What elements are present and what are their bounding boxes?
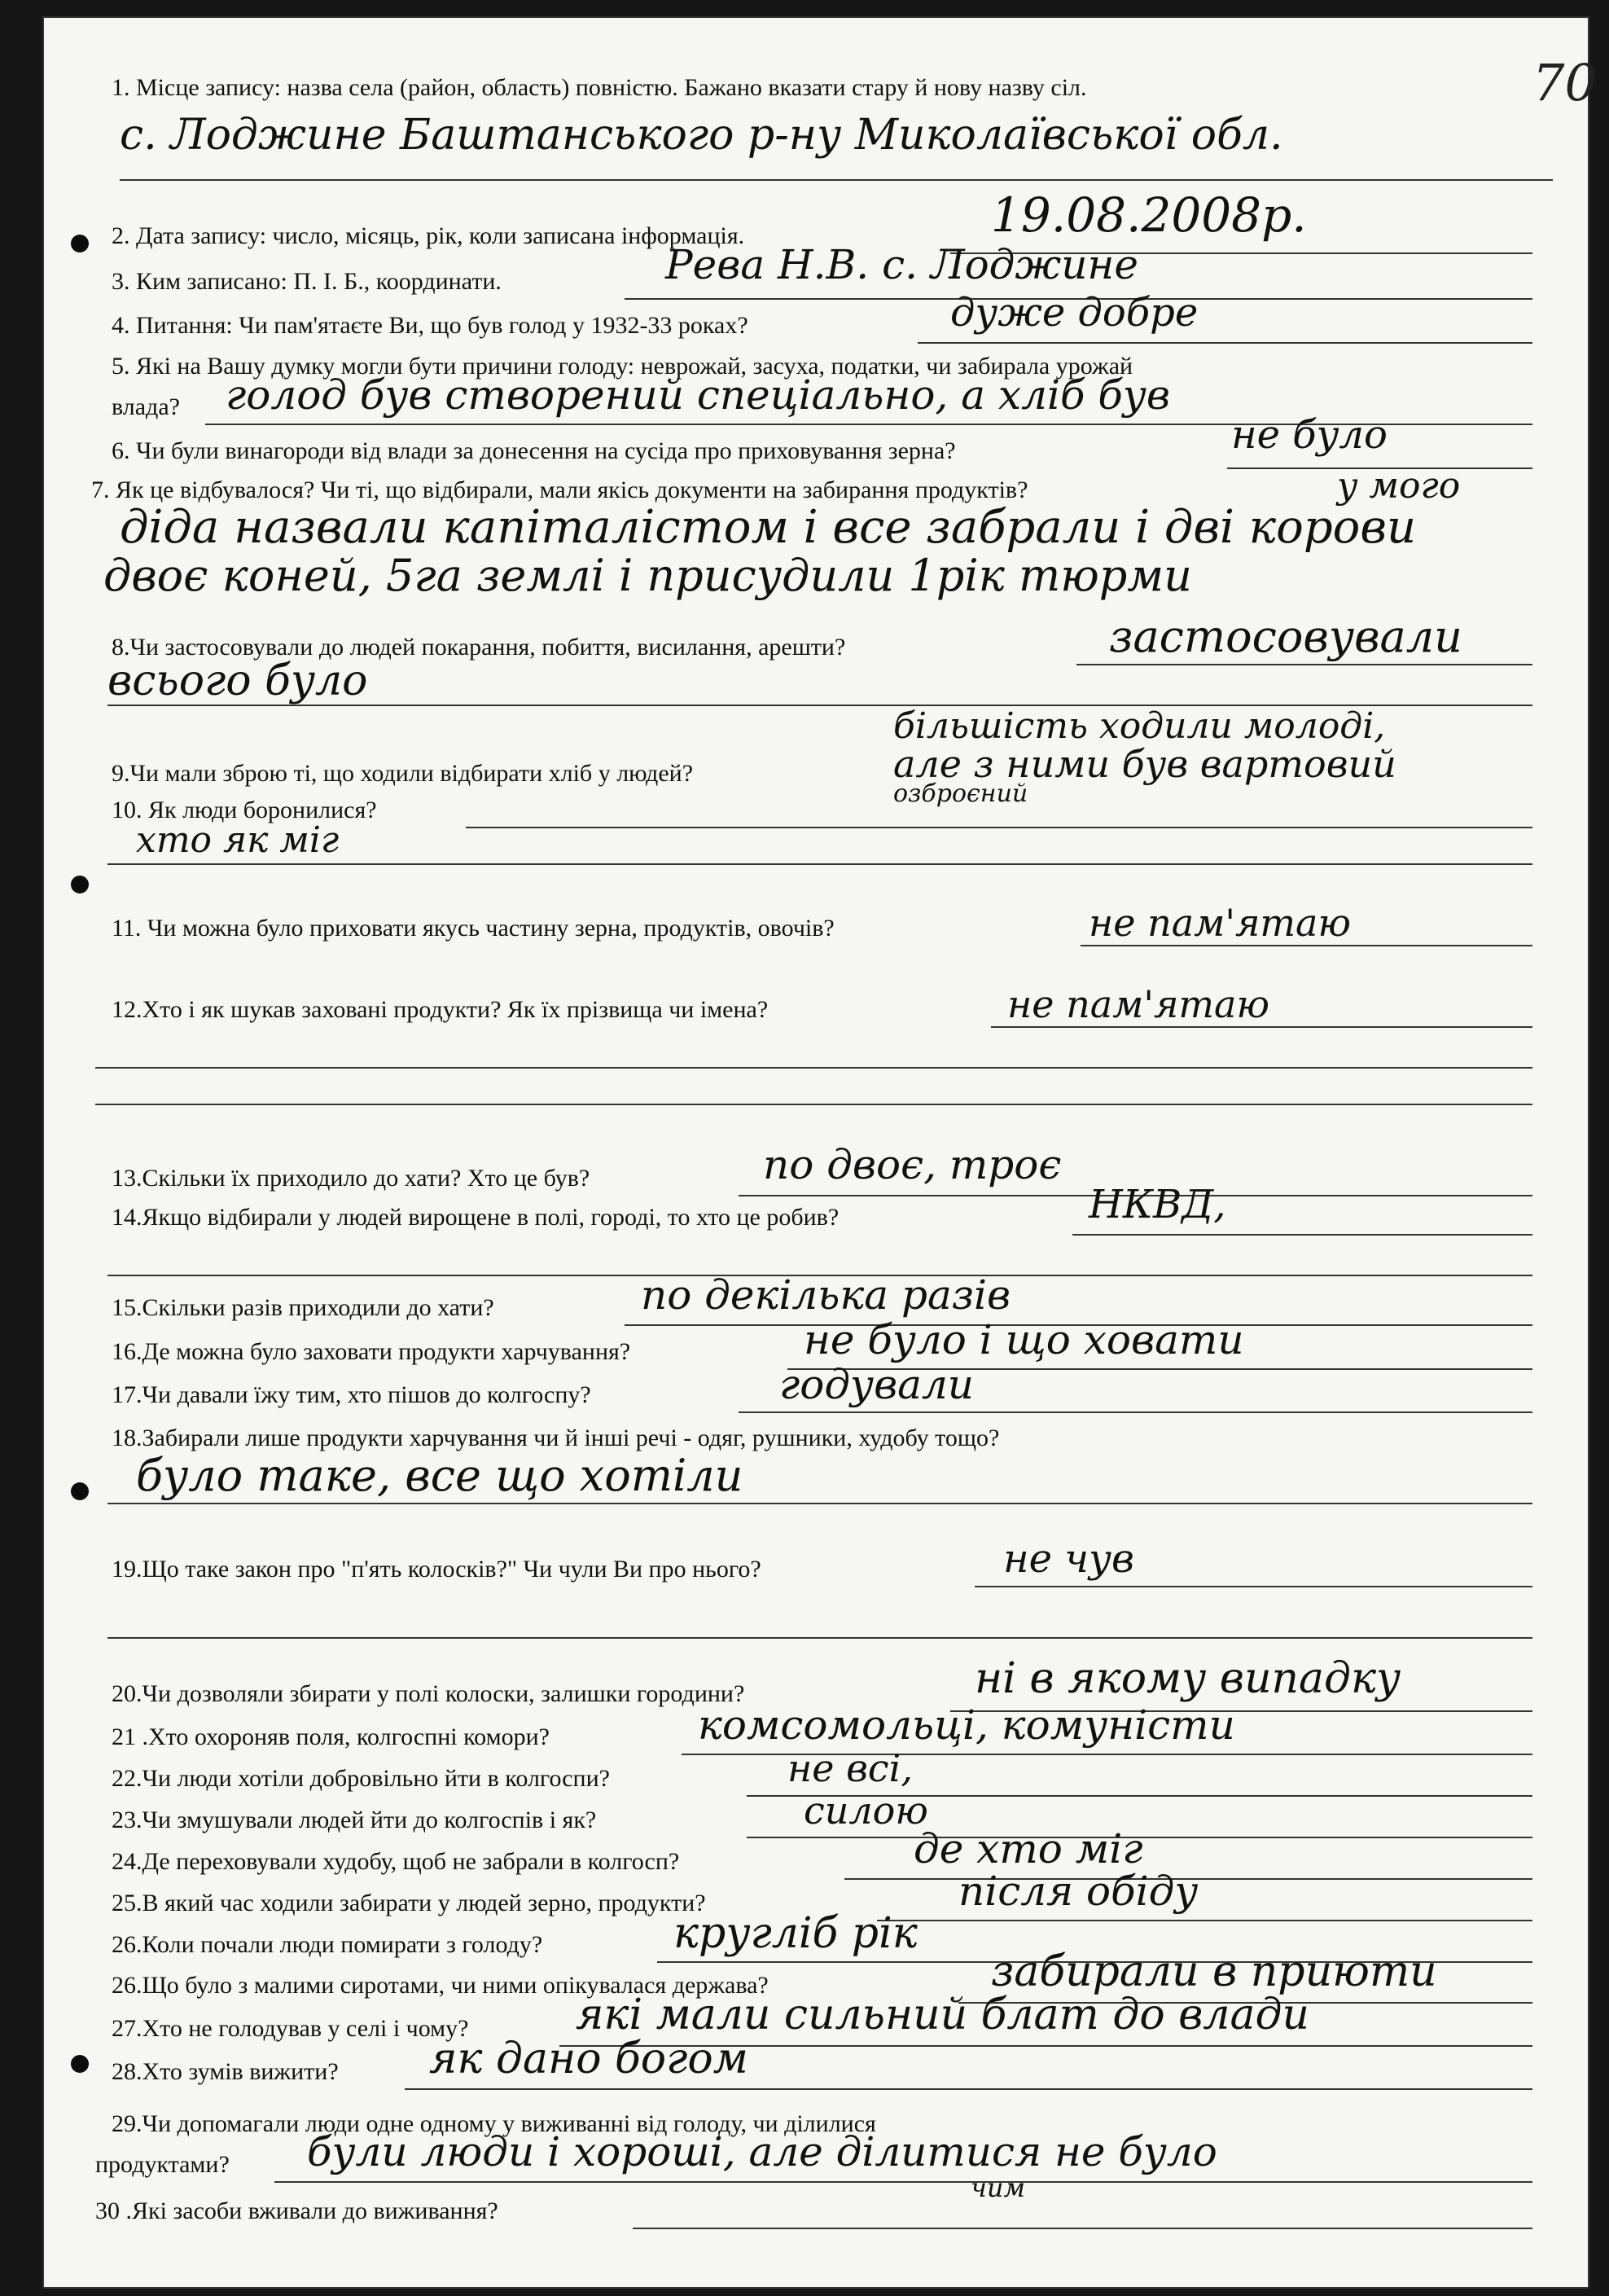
question-4: 4. Питання: Чи пам'ятаєте Ви, що був голод у 1932-33 роках? — [112, 312, 748, 339]
answer-7-line-1: у мого — [1337, 465, 1461, 507]
answer-line — [1081, 945, 1532, 946]
question-21: 21 .Хто охороняв поля, колгоспні комори? — [112, 1723, 550, 1750]
question-11: 11. Чи можна було приховати якусь частину зерна, продуктів, овочів? — [112, 915, 835, 942]
answer-6: не було — [1231, 412, 1388, 458]
answer-7-line-2: діда назвали капіталістом і все забрали і дві корови — [120, 501, 1417, 554]
question-26: 26.Коли почали люди помирати з голоду? — [112, 1931, 543, 1958]
answer-line — [95, 1104, 1532, 1105]
question-9: 9.Чи мали зброю ті, що ходили відбирати хліб у людей? — [112, 760, 694, 787]
answer-1: с. Лоджине Баштанського р-ну Миколаївської обл. — [120, 111, 1283, 160]
answer-16: не було і що ховати — [804, 1316, 1244, 1363]
answer-line — [107, 1637, 1532, 1639]
answer-2: 19.08.2008р. — [991, 187, 1307, 243]
question-20: 20.Чи дозволяли збирати у полі колоски, залишки городини? — [112, 1680, 745, 1707]
answer-14: НКВД, — [1089, 1182, 1226, 1227]
answer-line — [975, 1586, 1532, 1587]
question-15: 15.Скільки разів приходили до хати? — [112, 1294, 494, 1321]
question-24: 24.Де переховували худобу, щоб не забрали в колгосп? — [112, 1848, 680, 1875]
question-10: 10. Як люди боронилися? — [112, 797, 377, 823]
answer-9-line-3: озброєний — [893, 779, 1028, 808]
answer-3: Рева Н.В. с. Лоджине — [665, 241, 1138, 288]
answer-line — [107, 1503, 1532, 1504]
answer-line — [95, 1067, 1532, 1069]
answer-18: було таке, все що хотіли — [136, 1450, 743, 1501]
punch-hole — [71, 235, 89, 252]
punch-hole — [71, 1482, 89, 1500]
answer-13: по двоє, троє — [763, 1141, 1062, 1188]
answer-26b: забирали в приюти — [991, 1947, 1437, 1996]
question-22: 22.Чи люди хотіли добровільно йти в колгоспи? — [112, 1765, 610, 1792]
question-5-cont: влада? — [112, 393, 180, 420]
question-8: 8.Чи застосовували до людей покарання, побиття, висилання, арешти? — [112, 634, 846, 661]
answer-8-line-1: застосовували — [1109, 611, 1462, 662]
question-16: 16.Де можна було заховати продукти харчування? — [112, 1338, 631, 1365]
answer-21: комсомольці, комуністи — [698, 1701, 1235, 1749]
question-18: 18.Забирали лише продукти харчування чи й інші речі - одяг, рушники, худобу тощо? — [112, 1425, 1000, 1451]
answer-12: не пам'ятаю — [1007, 982, 1269, 1026]
answer-line — [274, 2181, 1532, 2183]
question-23: 23.Чи змушували людей йти до колгоспів і як? — [112, 1807, 597, 1833]
question-3: 3. Ким записано: П. І. Б., координати. — [112, 268, 502, 295]
answer-line — [991, 1026, 1532, 1028]
question-29-cont: продуктами? — [95, 2151, 230, 2178]
answer-28: як дано богом — [429, 2035, 748, 2083]
page-number: 70 — [1532, 53, 1597, 112]
answer-line — [633, 2228, 1532, 2229]
question-30: 30 .Які засоби вживали до виживання? — [95, 2197, 498, 2224]
answer-9-line-2: але з ними був вартовий — [893, 742, 1396, 786]
question-2: 2. Дата запису: число, місяць, рік, коли записана інформація. — [112, 222, 745, 249]
answer-line — [1076, 664, 1532, 665]
answer-20: ні в якому випадку — [975, 1654, 1401, 1703]
answer-9-line-1: більшість ходили молоді, — [893, 705, 1386, 747]
answer-17: годували — [779, 1361, 975, 1408]
question-26b: 26.Що було з малими сиротами, чи ними опікувалася держава? — [112, 1972, 769, 1999]
answer-line — [120, 179, 1553, 181]
answer-4: дуже добре — [950, 290, 1199, 336]
answer-7-line-3: двоє коней, 5га землі і присудили 1рік тюрми — [103, 550, 1192, 601]
answer-29-cont: чим — [971, 2172, 1026, 2203]
answer-line — [1072, 1234, 1532, 1236]
answer-line — [405, 2088, 1532, 2090]
answer-10: хто як міг — [136, 819, 340, 861]
answer-line — [466, 827, 1532, 828]
answer-22: не всі, — [787, 1746, 914, 1790]
answer-23: силою — [804, 1789, 928, 1833]
answer-line — [877, 1920, 1532, 1921]
questionnaire-sheet — [42, 16, 1597, 2289]
answer-line — [739, 1411, 1532, 1413]
question-29: 29.Чи допомагали люди одне одному у виживанні від голоду, чи ділилися — [112, 2110, 876, 2137]
question-19: 19.Що таке закон про "п'ять колосків?" Чи чули Ви про нього? — [112, 1556, 761, 1583]
question-25: 25.В який час ходили забирати у людей зерно, продукти? — [112, 1890, 706, 1916]
answer-15: по декілька разів — [641, 1271, 1011, 1319]
answer-27: які мали сильний блат до влади — [576, 1991, 1309, 2039]
answer-25: після обіду — [958, 1868, 1199, 1915]
punch-hole — [71, 876, 89, 893]
question-1: 1. Місце запису: назва села (район, область) повністю. Бажано вказати стару й нову назву сіл. — [112, 74, 1087, 101]
question-5: 5. Які на Вашу думку могли бути причини голоду: неврожай, засуха, податки, чи забирала урожай — [112, 353, 1133, 380]
answer-line — [918, 342, 1532, 344]
question-12: 12.Хто і як шукав заховані продукти? Як їх прізвища чи імена? — [112, 996, 769, 1023]
punch-hole — [71, 2055, 89, 2073]
question-7: 7. Як це відбувалося? Чи ті, що відбирали, мали якісь документи на забирання продуктів? — [91, 476, 1028, 503]
answer-line — [107, 863, 1532, 865]
answer-11: не пам'ятаю — [1089, 901, 1351, 945]
answer-26: кругліб рік — [673, 1909, 918, 1958]
question-27: 27.Хто не голодував у селі і чому? — [112, 2015, 469, 2042]
answer-29: були люди і хороші, але ділитися не було — [307, 2128, 1217, 2175]
question-13: 13.Скільки їх приходило до хати? Хто це був? — [112, 1165, 590, 1192]
question-17: 17.Чи давали їжу тим, хто пішов до колгоспу? — [112, 1381, 591, 1408]
question-14: 14.Якщо відбирали у людей вирощене в полі, городі, то хто це робив? — [112, 1204, 840, 1231]
question-6: 6. Чи були винагороди від влади за донесення на сусіда про приховування зерна? — [112, 437, 956, 464]
question-28: 28.Хто зумів вижити? — [112, 2058, 339, 2085]
answer-5: голод був створений спеціально, а хліб був — [226, 371, 1170, 419]
answer-24: де хто міг — [914, 1825, 1143, 1872]
answer-8-line-2: всього було — [107, 656, 368, 705]
answer-19: не чув — [1003, 1536, 1134, 1582]
